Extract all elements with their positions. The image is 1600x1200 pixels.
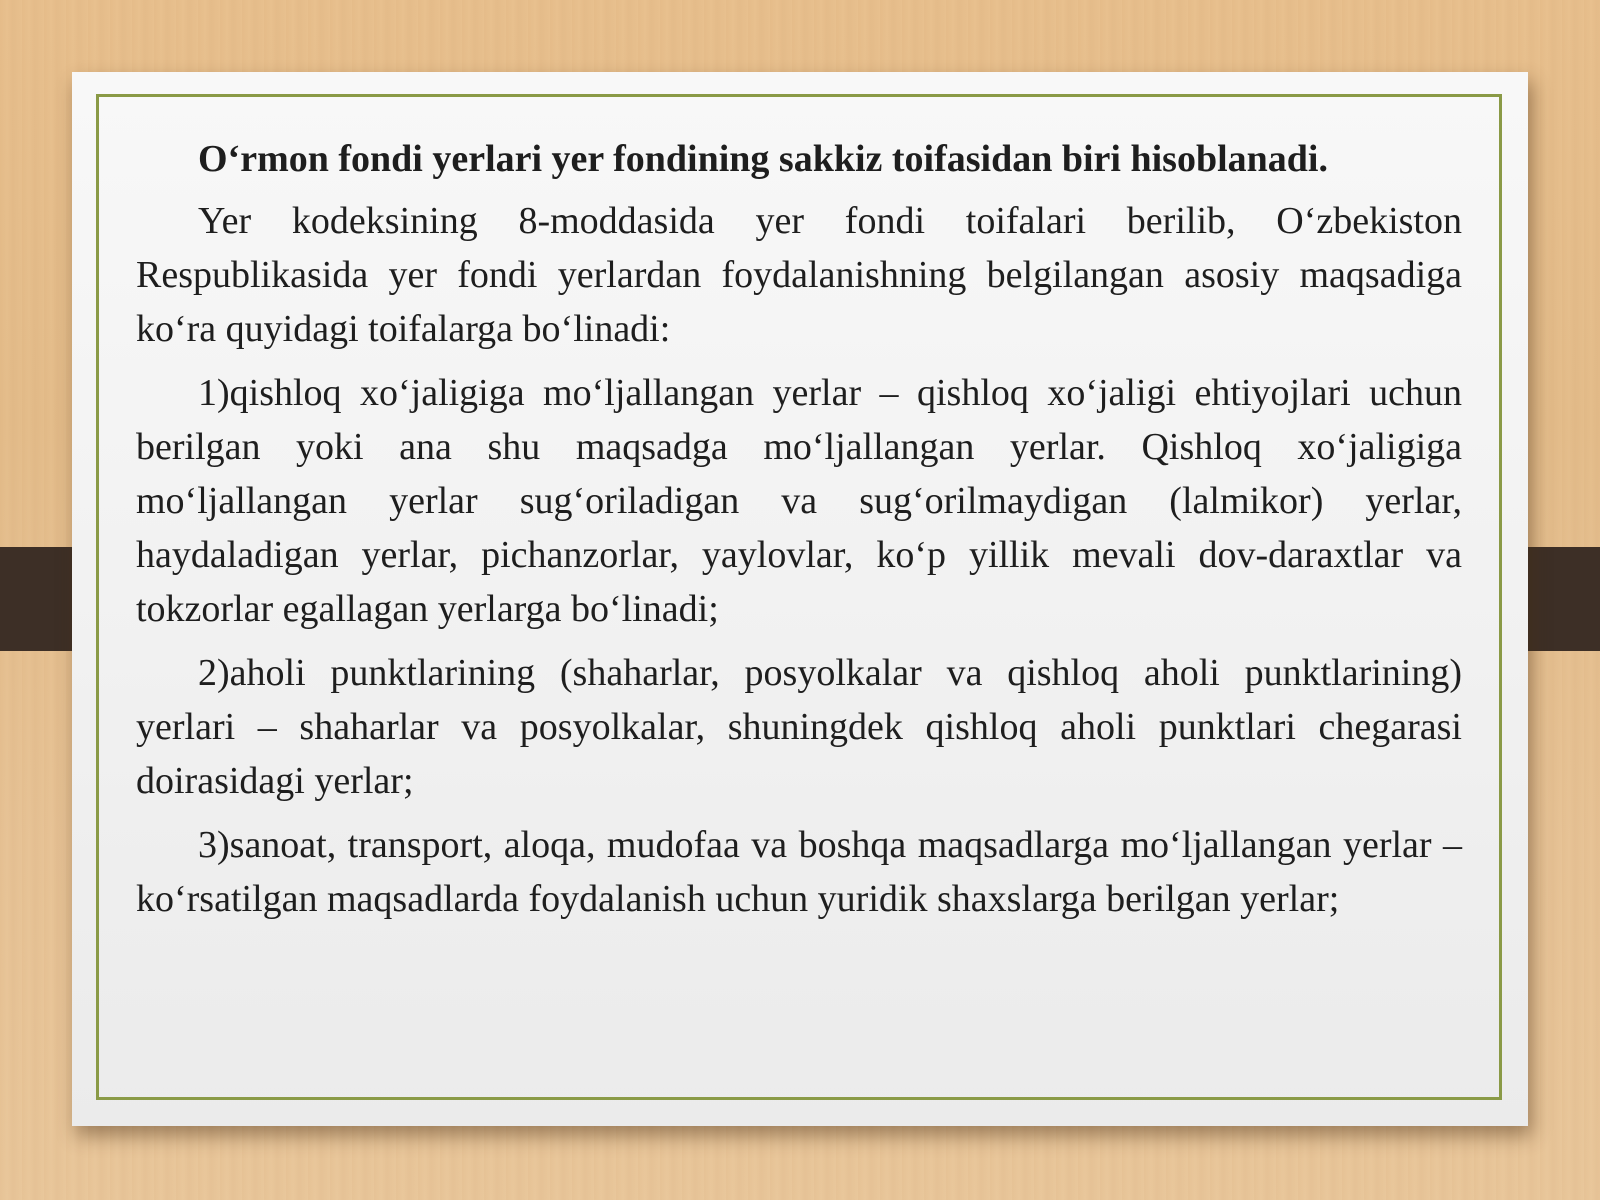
list-item-industrial-land: 3)sanoat, transport, aloqa, mudofaa va boshqa maqsadlarga mo‘ljallangan yerlar – ko‘rsatilgan maqsadlarda foydalanish uchun yuridik shaxslarga berilgan yerlar; [136,824,1462,920]
list-item-agricultural-land: 1)qishloq xo‘jaligiga mo‘ljallangan yerlar – qishloq xo‘jaligi ehtiyojlari uchun berilgan yoki ana shu maqsadga mo‘ljallangan yerlar. Qishloq xo‘jaligiga mo‘ljallangan yerlar sug‘oriladigan va sug‘orilmaydigan (lalmikor) yerlar, haydaladigan yerlar, pichanzorlar, yaylovlar, ko‘p yillik mevali dov-daraxtlar va tokzorlar egallagan yerlarga bo‘linadi; [136,372,1462,630]
slide-heading: O‘rmon fondi yerlari yer fondining sakkiz toifasidan biri hisoblanadi. [198,138,1328,180]
intro-paragraph: Yer kodeksining 8-moddasida yer fondi toifalari berilib, O‘zbekiston Respublikasida yer fondi yerlardan foydalanishning belgilangan asosiy maqsadiga ko‘ra quyidagi toifalarga bo‘linadi: [136,200,1462,350]
slide-content [136,132,1462,936]
list-item-settlement-land: 2)aholi punktlarining (shaharlar, posyolkalar va qishloq aholi punktlarining) yerlari – shaharlar va posyolkalar, shuningdek qishloq aholi punktlari chegarasi doirasidagi yerlar; [136,652,1462,802]
